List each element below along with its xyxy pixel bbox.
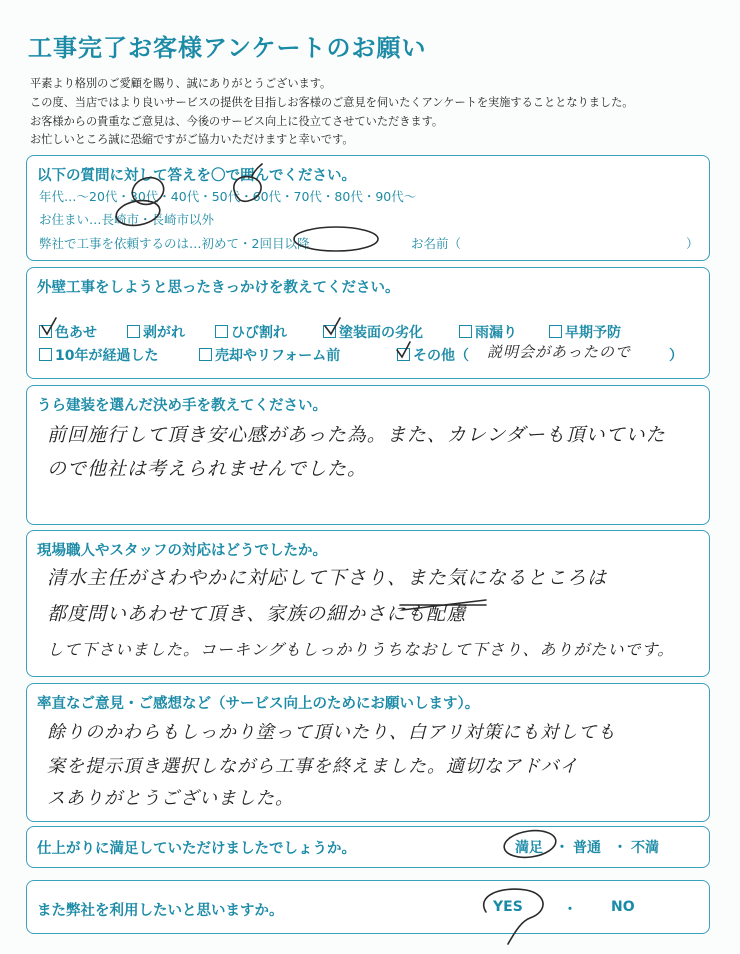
option-normal[interactable]: 普通 bbox=[573, 840, 601, 856]
q5-answer-line-3: スありがとうございました。 bbox=[47, 788, 294, 809]
option-10-years[interactable]: 10年が経過した bbox=[39, 345, 158, 365]
intro-line-2: この度、当店ではより良いサービスの提供を目指しお客様のご意見を伺いたくアンケートを実施することとなりました。 bbox=[30, 96, 634, 109]
option-leak[interactable]: 雨漏り bbox=[459, 322, 517, 342]
q4-heading: 現場職人やスタッフの対応はどうでしたか。 bbox=[37, 543, 327, 559]
q6-section bbox=[26, 826, 710, 868]
q5-heading: 率直なご意見・ご感想など（サービス向上のためにお願いします）。 bbox=[37, 696, 480, 712]
option-dissatisfied[interactable]: 不満 bbox=[631, 840, 659, 856]
separator-dot: ・ bbox=[613, 840, 627, 856]
age-line[interactable]: 年代…〜20代・30代・40代・50代・60代・70代・80代・90代〜 bbox=[39, 189, 417, 204]
q4-answer-line-2: 都度問いあわせて頂き、家族の細かさにも配慮 bbox=[47, 603, 467, 625]
checkbox-icon bbox=[39, 325, 52, 338]
page-title: 工事完了お客様アンケートのお願い bbox=[28, 34, 427, 62]
q2-heading: 外壁工事をしようと思ったきっかけを教えてください。 bbox=[37, 280, 400, 296]
q3-heading: うら建装を選んだ決め手を教えてください。 bbox=[37, 398, 327, 414]
q7-heading: また弊社を利用したいと思いますか。 bbox=[37, 903, 284, 919]
option-prevention[interactable]: 早期予防 bbox=[549, 322, 621, 342]
intro-line-4: お忙しいところ誠に恐縮ですがご協力いただけますと幸いです。 bbox=[30, 133, 354, 146]
request-line[interactable]: 弊社で工事を依頼するのは…初めて・2回目以降 bbox=[39, 236, 310, 251]
checkbox-icon bbox=[459, 325, 472, 338]
checkbox-icon bbox=[549, 325, 562, 338]
checkbox-icon bbox=[127, 325, 140, 338]
option-sale-reform[interactable]: 売却やリフォーム前 bbox=[199, 345, 340, 365]
q3-section bbox=[26, 385, 710, 525]
q4-section bbox=[26, 530, 710, 677]
q3-answer-line-1: 前回施行して頂き安心感があった為。また、カレンダーも頂いていた bbox=[47, 424, 666, 446]
q1-heading: 以下の質問に対して答えを〇で囲んでください。 bbox=[37, 168, 356, 184]
separator-dot: ・ bbox=[555, 840, 569, 856]
q2-section bbox=[26, 267, 710, 379]
q3-answer-line-2: ので他社は考えられませんでした。 bbox=[47, 458, 368, 480]
option-satisfied[interactable]: 満足 bbox=[515, 840, 543, 856]
checkbox-icon bbox=[39, 348, 52, 361]
option-cracks[interactable]: ひび割れ bbox=[215, 322, 287, 342]
q1-section bbox=[26, 155, 710, 261]
checkbox-icon bbox=[215, 325, 228, 338]
option-other[interactable]: その他（ bbox=[397, 345, 469, 365]
name-field[interactable]: お名前（ ） bbox=[411, 236, 699, 251]
intro-line-3: お客様からの貴重なご意見は、今後のサービス向上に役立てさせていただきます。 bbox=[30, 115, 444, 128]
option-deterioration[interactable]: 塗装面の劣化 bbox=[323, 322, 423, 342]
checkbox-icon bbox=[199, 348, 212, 361]
option-peeling[interactable]: 剥がれ bbox=[127, 322, 185, 342]
q4-answer-line-3: して下さいました。コーキングもしっかりうちなおして下さり、ありがたいです。 bbox=[47, 640, 675, 659]
other-close-paren: ） bbox=[669, 348, 683, 364]
other-handwritten: 説明会があったので bbox=[487, 343, 631, 361]
intro-line-1: 平素より格別のご愛顧を賜り、誠にありがとうございます。 bbox=[30, 77, 332, 90]
option-yes[interactable]: YES bbox=[493, 899, 523, 915]
checkbox-icon bbox=[323, 325, 336, 338]
q5-answer-line-1: 餘りのかわらもしっかり塗って頂いたり、白アリ対策にも対しても bbox=[47, 722, 617, 743]
q5-answer-line-2: 案を提示頂き選択しながら工事を終えました。適切なアドバイ bbox=[47, 756, 579, 777]
option-fading[interactable]: 色あせ bbox=[39, 322, 97, 342]
q4-answer-line-1: 清水主任がさわやかに対応して下さり、また気になるところは bbox=[47, 567, 608, 589]
checkbox-icon bbox=[397, 348, 410, 361]
residence-line[interactable]: お住まい…長崎市・長崎市以外 bbox=[39, 212, 215, 227]
separator-dot: ・ bbox=[563, 902, 577, 918]
q5-section bbox=[26, 683, 710, 822]
option-no[interactable]: NO bbox=[611, 899, 635, 915]
q6-heading: 仕上がりに満足していただけましたでしょうか。 bbox=[37, 841, 356, 857]
q7-section bbox=[26, 880, 710, 934]
